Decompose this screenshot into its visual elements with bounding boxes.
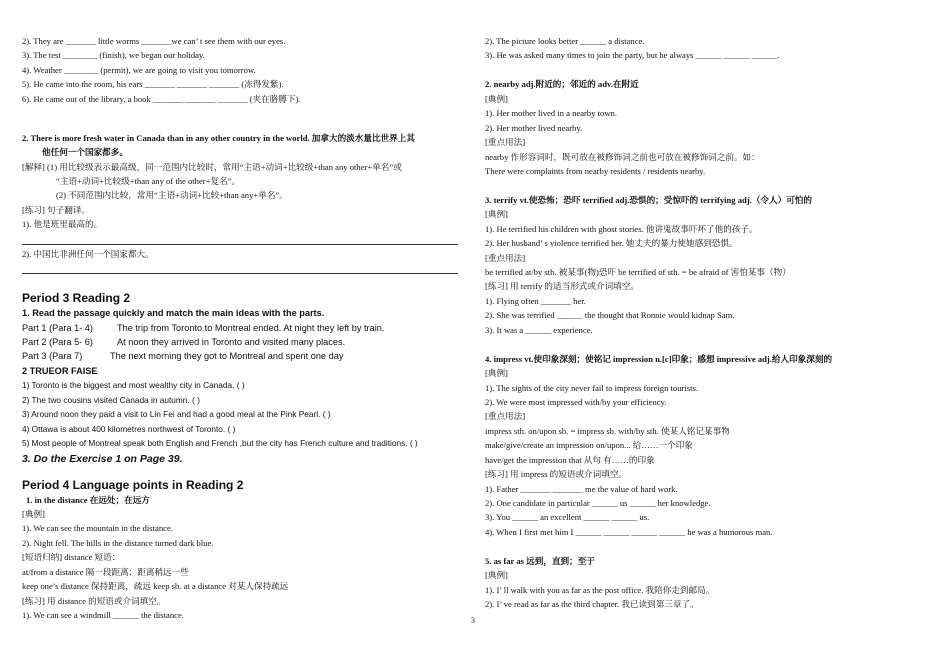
impress-line: [典例] <box>485 368 508 379</box>
period3-task1: 1. Read the passage quickly and match the main ideas with the parts. <box>22 308 325 319</box>
impress-line: have/get the impression that 从句 有……的印象 <box>485 454 655 465</box>
part-label: Part 2 (Para 5- 6) <box>22 337 93 347</box>
terrify-line: 3). It was a ______ experience. <box>485 324 593 335</box>
answer-line[interactable] <box>22 261 458 274</box>
terrify-line: [典例] <box>485 209 508 220</box>
exercise-line: 5). He came into the room, his ears _______ _______ _______ (冻得发紫). <box>22 79 284 90</box>
impress-line: 1). The sights of the city never fail to impress foreign tourists. <box>485 382 698 393</box>
asfar-line: [典例] <box>485 570 508 581</box>
answer-line[interactable] <box>22 232 458 245</box>
part-row <box>22 335 458 349</box>
period4-line: 1). We can see the mountain in the distance. <box>22 523 173 534</box>
tf-item: 4) Ottawa is about 400 kilometres northwest of Toronto. ( ) <box>22 423 236 434</box>
tf-item: 5) Most people of Montreal speak both English and French ,but the city has French culture and traditions. ( ) <box>22 438 418 449</box>
impress-line: 4). When I first met him I ______ ______ ______ ______ he was a humorous man. <box>485 526 773 537</box>
impress-line: [重点用法] <box>485 411 526 422</box>
impress-line: make/give/create an impression on/upon... 给……一个印象 <box>485 440 693 451</box>
terrify-line: [练习] 用 terrify 的适当形式或介词填空。 <box>485 281 639 292</box>
terrify-line: 1). Flying often _______ her. <box>485 295 586 306</box>
period4-line: [练习] 用 distance 的短语或介词填空。 <box>22 595 166 606</box>
exercise-line: 4). Weather ________ (permit), we are going to visit you tomorrow. <box>22 64 256 75</box>
asfar-line: 2). I’ ve read as far as the third chapter. 我已读到第三章了。 <box>485 599 699 610</box>
point2-explanation: “主语+动词+比较级+than any of the other+复名”。 <box>56 175 241 186</box>
exercise-line: 3). The test ________ (finish), we began our holiday. <box>22 50 205 61</box>
part-text: At noon they arrived in Toronto and visited many places. <box>117 337 346 347</box>
terrify-line: 1). He terrified his children with ghost stories. 他讲鬼故事吓坏了他的孩子。 <box>485 223 758 234</box>
point2-title-cont: 他任何一个国家都多。 <box>42 147 128 158</box>
period4-line: at/from a distance 隔一段距离；距离稍远一些 <box>22 566 189 577</box>
part-label: Part 3 (Para 7) <box>22 351 83 362</box>
terrify-line: 2). Her husband’ s violence terrified her. 她丈夫的暴力使她感到恐惧。 <box>485 238 738 249</box>
terrify-line: 2). She was terrified ______ the thought that Ronnie would kidnap Sam. <box>485 310 735 321</box>
impress-line: 1). Father _______ _______ me the value of hard work. <box>485 483 678 494</box>
point2-title: 2. There is more fresh water in Canada than in any other country in the world. 加拿大的淡水量比世界上其 <box>22 132 415 143</box>
tf-item: 2) The two cousins visited Canada in autumn. ( ) <box>22 394 200 405</box>
impress-line: 2). We were most impressed with/by your efficiency. <box>485 396 667 407</box>
part-row <box>22 321 458 335</box>
terrify-title: 3. terrify vt.使恐怖；恐吓 terrified adj.恐惧的；受惊吓的 terrifying adj.（令人）可怕的 <box>485 194 812 205</box>
impress-line: 2). One candidate in particular ______ us ______ her knowledge. <box>485 498 711 508</box>
part-text: The next morning they got to Montreal and spent one day <box>110 351 344 362</box>
impress-title: 4. impress vt.使印象深刻；使铭记 impression n.[c]印象；感想 impressive adj.给人印象深刻的 <box>485 353 833 364</box>
period3-heading: Period 3 Reading 2 <box>22 291 131 306</box>
period4-line: 1). We can see a windmill ______ the distance. <box>22 610 184 620</box>
part-row <box>22 349 458 363</box>
tf-item: 1) Toronto is the biggest and most wealthy city in Canada. ( ) <box>22 380 245 391</box>
period4-line: 2). Night fell. The hills in the distance turned dark blue. <box>22 537 214 548</box>
point2-explanation: (2) 不同范围内比较，常用“主语+动词+比较+than any+单名”。 <box>56 190 288 201</box>
page-number: 3 <box>471 616 475 625</box>
nearby-line: nearby 作形容词时，既可放在被修饰词之前也可放在被修饰词之前。如： <box>485 151 760 162</box>
point2-question: 2). 中国比非洲任何一个国家都大。 <box>22 248 154 259</box>
terrify-line: be terrified at/by sth. 被某事(物)恐吓 be terrified of sth. = be afraid of 害怕某事（物） <box>485 267 791 277</box>
part-text: The trip from Toronto to Montreal ended. At night they left by train. <box>117 322 385 333</box>
point1-title: 1. in the distance 在远处；在远方 <box>26 494 150 505</box>
right-column <box>485 34 921 612</box>
point2-practice: [练习] 句子翻译。 <box>22 204 91 215</box>
left-column <box>22 34 458 622</box>
exercise-line: 2). They are _______ little worms _______we can’ t see them with our eyes. <box>22 36 286 46</box>
nearby-line: 2). Her mother lived nearby. <box>485 122 583 133</box>
period4-line: keep one’s distance 保持距离，疏远 keep sb. at a distance 对某人保持疏远 <box>22 581 289 592</box>
nearby-line: There were complaints from nearby residents / residents nearby. <box>485 165 706 176</box>
part-label: Part 1 (Para 1- 4) <box>22 322 93 333</box>
point2-question: 1). 他是班里最高的。 <box>22 219 103 230</box>
impress-line: 3). You ______ an excellent ______ ______ us. <box>485 512 650 523</box>
exercise-line: 6). He came out of the library, a book _______ _______ _______ (夹在胳膊下). <box>22 93 301 104</box>
period4-heading: Period 4 Language points in Reading 2 <box>22 477 244 492</box>
point2-explanation: [解释] (1) 用比较级表示最高级，同一范围内比较时，常用“主语+动词+比较级+than any other+单名”或 <box>22 161 402 172</box>
tf-heading: 2 TRUEOR FAISE <box>22 365 98 376</box>
nearby-line: [典例] <box>485 93 508 104</box>
exercise-line: 2). The picture looks better ______ a distance. <box>485 36 645 46</box>
nearby-line: 1). Her mother lived in a nearby town. <box>485 108 617 119</box>
exercise-line: 3). He was asked many times to join the party, but he always ______ ______ ______. <box>485 50 780 61</box>
asfar-line: 1). I’ ll walk with you as far as the post office. 我陪你走到邮局。 <box>485 584 715 595</box>
period4-line: [短语归纳] distance 短语： <box>22 552 121 563</box>
impress-line: impress sth. on/upon sb. = impress sb. with/by sth. 使某人铭记某事物 <box>485 425 730 436</box>
tf-item: 3) Around noon they paid a visit to Lin Fei and had a good meal at the Pink Pearl. ( ) <box>22 409 331 420</box>
asfar-title: 5. as far as 远到，直到；至于 <box>485 555 595 566</box>
nearby-title: 2. nearby adj.附近的；邻近的 adv.在附近 <box>485 79 639 90</box>
terrify-line: [重点用法] <box>485 252 526 263</box>
impress-line: [练习] 用 impress 的短语或介词填空。 <box>485 469 628 480</box>
nearby-line: [重点用法] <box>485 137 526 148</box>
period4-line: [典例] <box>22 508 45 519</box>
period3-exercise: 3. Do the Exercise 1 on Page 39. <box>22 452 183 465</box>
